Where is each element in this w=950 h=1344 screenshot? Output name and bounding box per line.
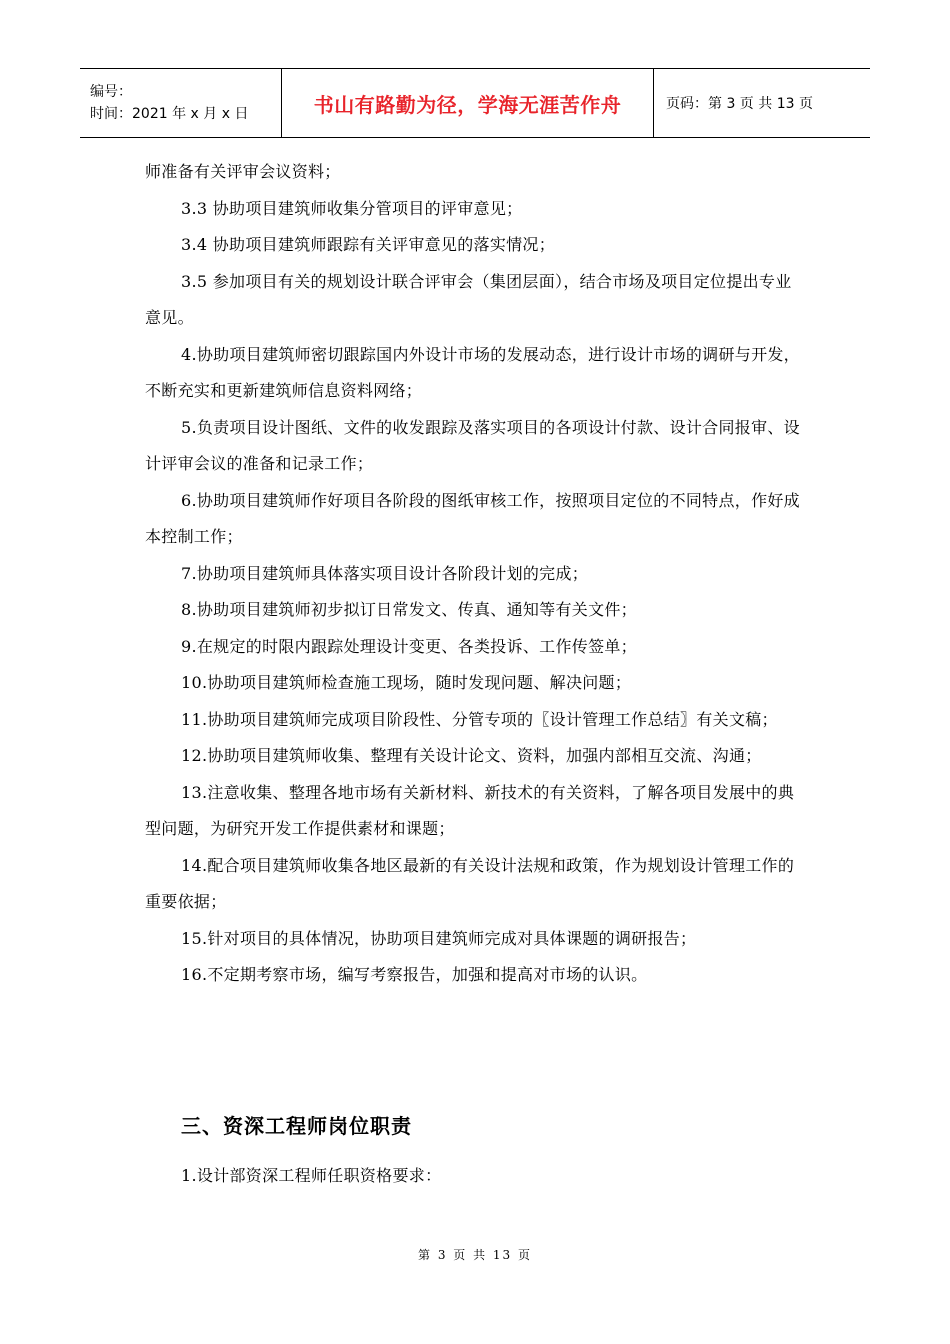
header-code-label: 编号： bbox=[90, 84, 132, 100]
section-heading: 三、资深工程师岗位职责 bbox=[181, 1114, 412, 1138]
header-meta bbox=[80, 69, 282, 137]
header-date: 时间：2021 年 x 月 x 日 bbox=[90, 106, 249, 122]
body-paragraph: 3.4 协助项目建筑师跟踪有关评审意见的落实情况； bbox=[181, 235, 556, 254]
body-paragraph: 3.5 参加项目有关的规划设计联合评审会（集团层面），结合市场及项目定位提出专业意见。 bbox=[145, 271, 792, 327]
section-first-item: 1.设计部资深工程师任职资格要求： bbox=[181, 1166, 442, 1185]
body-paragraph: 4.协助项目建筑师密切跟踪国内外设计市场的发展动态，进行设计市场的调研与开发，不断充实和更新建筑师信息资料网络； bbox=[145, 344, 800, 400]
body-paragraph: 8.协助项目建筑师初步拟订日常发文、传真、通知等有关文件； bbox=[181, 600, 637, 619]
page-header bbox=[80, 68, 870, 138]
header-page-info: 页码：第 3 页 共 13 页 bbox=[666, 96, 813, 112]
body-paragraph: 14.配合项目建筑师收集各地区最新的有关设计法规和政策，作为规划设计管理工作的重要依据； bbox=[145, 855, 795, 911]
body-paragraph: 3.3 协助项目建筑师收集分管项目的评审意见； bbox=[181, 198, 523, 218]
body-paragraph: 9.在规定的时限内跟踪处理设计变更、各类投诉、工作传签单； bbox=[181, 636, 637, 656]
body-paragraph: 5.负责项目设计图纸、文件的收发跟踪及落实项目的各项设计付款、设计合同报审、设计评审会议的准备和记录工作； bbox=[145, 417, 800, 473]
page-footer: 第 3 页 共 13 页 bbox=[418, 1248, 532, 1262]
body-paragraph: 7.协助项目建筑师具体落实项目设计各阶段计划的完成； bbox=[181, 563, 589, 583]
header-motto-cell bbox=[282, 69, 654, 137]
body-paragraph: 6.协助项目建筑师作好项目各阶段的图纸审核工作，按照项目定位的不同特点，作好成本控制工作； bbox=[145, 490, 800, 546]
body-paragraph: 10.协助项目建筑师检查施工现场，随时发现问题、解决问题； bbox=[181, 673, 632, 692]
body-paragraph: 13.注意收集、整理各地市场有关新材料、新技术的有关资料，了解各项目发展中的典型问题，为研究开发工作提供素材和课题； bbox=[145, 782, 795, 838]
header-motto: 书山有路勤为径，学海无涯苦作舟 bbox=[313, 92, 622, 117]
body-paragraph: 16.不定期考察市场，编写考察报告，加强和提高对市场的认识。 bbox=[181, 965, 648, 984]
body-paragraph: 15.针对项目的具体情况，协助项目建筑师完成对具体课题的调研报告； bbox=[181, 928, 697, 948]
body-paragraph: 12.协助项目建筑师收集、整理有关设计论文、资料，加强内部相互交流、沟通； bbox=[181, 746, 762, 765]
header-page-info-cell bbox=[654, 69, 870, 137]
body-paragraph: 11.协助项目建筑师完成项目阶段性、分管专项的〖设计管理工作总结〗有关文稿； bbox=[181, 709, 778, 729]
body-paragraph: 师准备有关评审会议资料； bbox=[145, 162, 341, 181]
document-body bbox=[145, 154, 805, 994]
